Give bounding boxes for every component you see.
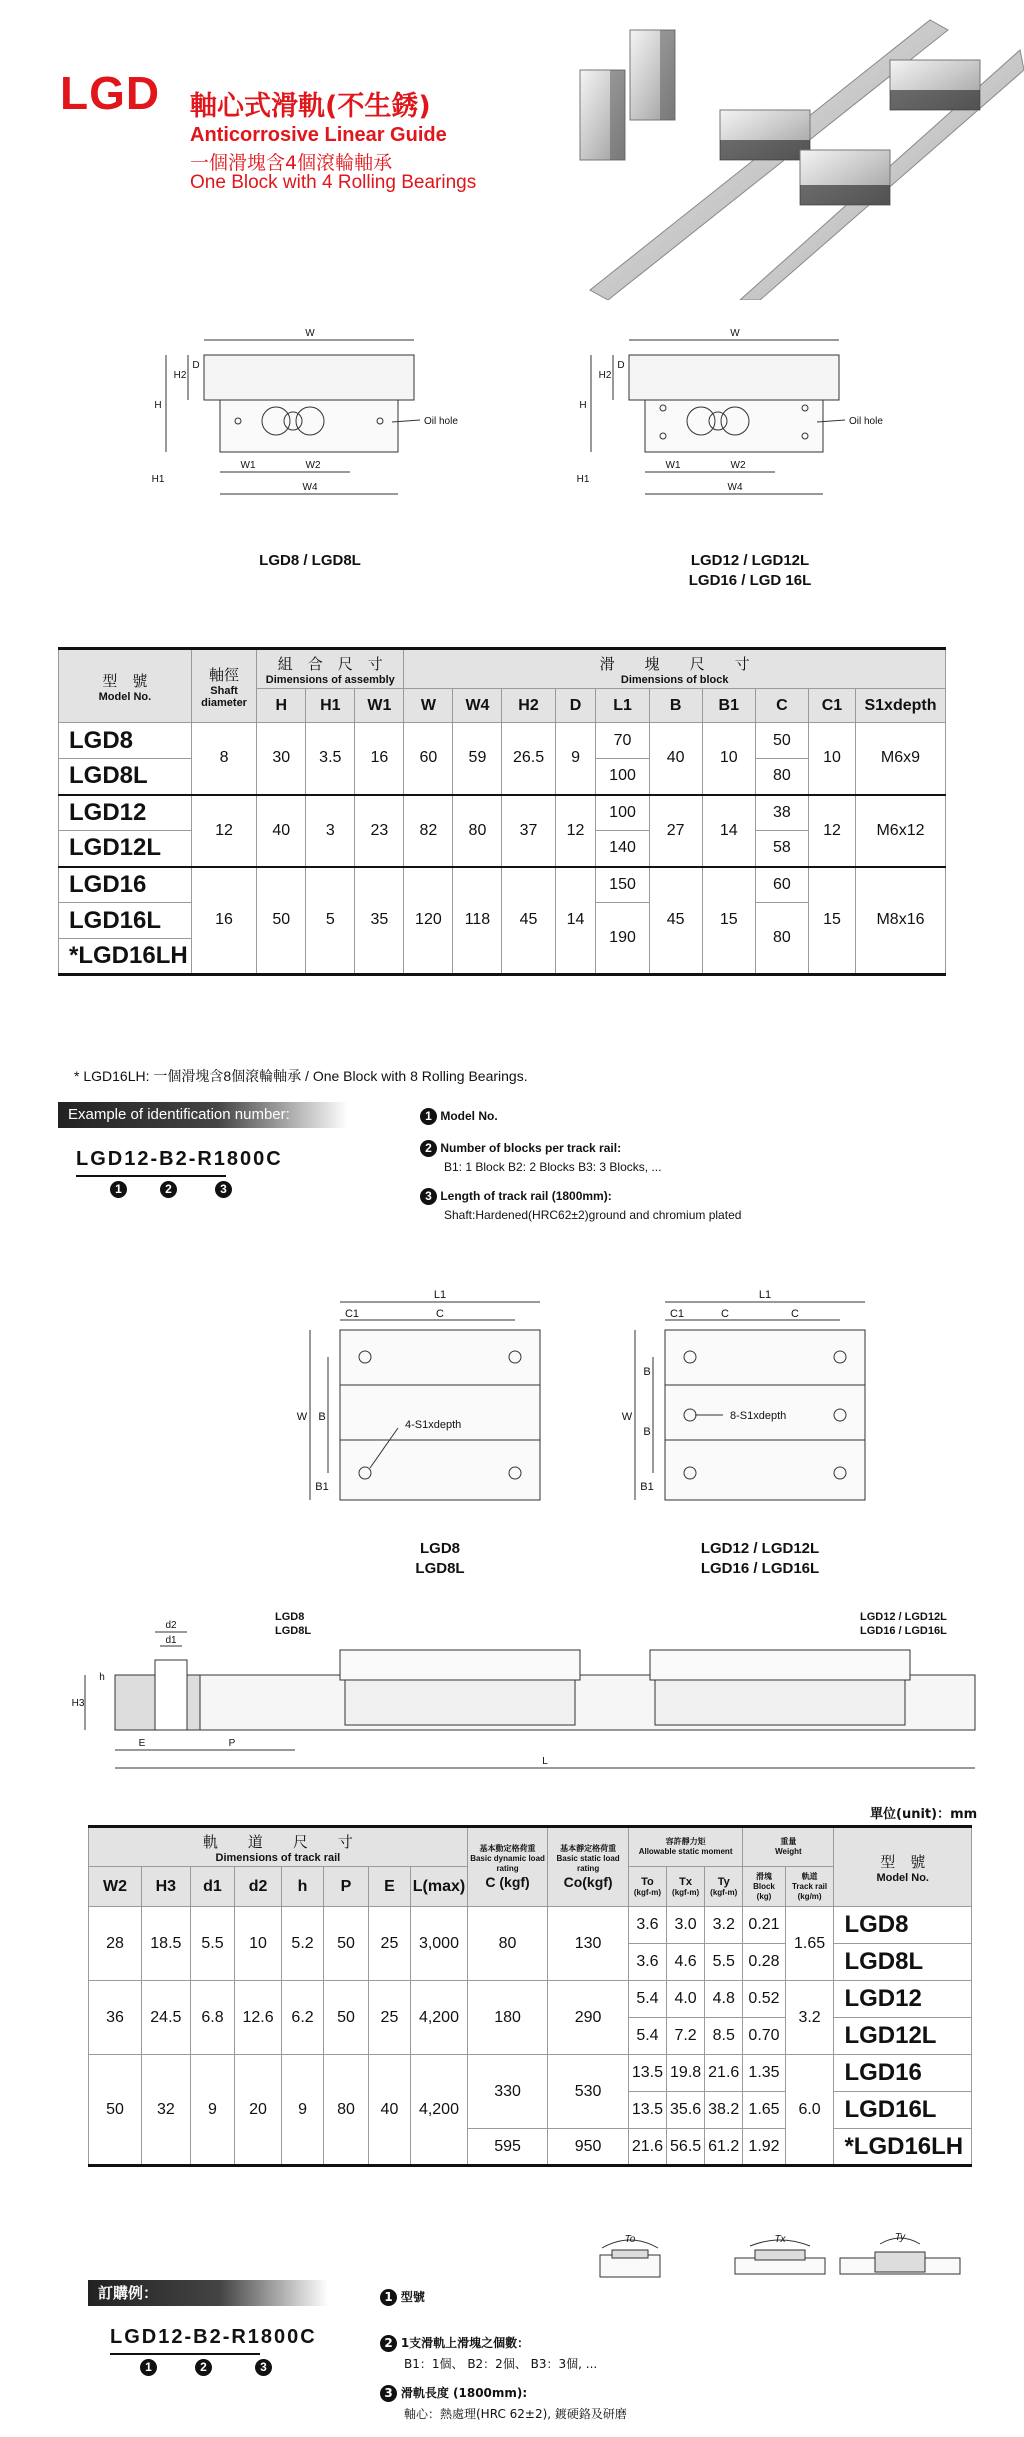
h-rail: 軌 道 尺 寸 Dimensions of track rail — [89, 1827, 468, 1867]
cell2-c: 595 — [467, 2129, 548, 2166]
hole-label-left: 4-S1xdepth — [405, 1419, 462, 1431]
h-dyn: 基本動定格荷重 Basic dynamic load rating C (kgf) — [467, 1827, 548, 1907]
dim2-L1: L1 — [433, 1289, 447, 1301]
model-cell: LGD12L — [59, 831, 192, 867]
cell-c: 80 — [755, 903, 808, 975]
dim2-C1: C1 — [344, 1308, 360, 1320]
dim2-C1-right: C1 — [669, 1308, 685, 1320]
col2-7: L(max) — [411, 1867, 468, 1907]
cell2-co: 950 — [548, 2129, 629, 2166]
cell2-d2: 12.6 — [235, 1981, 282, 2055]
side-left-2: LGD8L — [275, 1625, 312, 1637]
ident-n3-zh: 3 — [255, 2358, 272, 2376]
cell-w4: 118 — [453, 867, 502, 975]
icon-tx-label: Tx — [774, 2234, 786, 2245]
ident-item1-en: 1 Model No. — [420, 1108, 498, 1125]
table-row — [89, 1907, 972, 1944]
h-shaft: 軸徑 Shaft diameter — [191, 649, 256, 723]
dim-D: D — [192, 360, 200, 371]
cell-shaft: 8 — [191, 723, 256, 795]
cell-w1: 35 — [355, 867, 404, 975]
cell-b1: 15 — [702, 867, 755, 975]
cell-w4: 80 — [453, 795, 502, 867]
cell2-h: 5.2 — [281, 1907, 323, 1981]
col-s1xdepth: S1xdepth — [855, 689, 945, 723]
model-cell: LGD8 — [59, 723, 192, 759]
cell2-val: 3.0 — [667, 1907, 705, 1944]
cell2-p: 50 — [324, 1981, 369, 2055]
side-L: L — [542, 1756, 548, 1767]
icon-to-label: To — [624, 2234, 636, 2245]
cell-b: 45 — [649, 867, 702, 975]
cell-w: 82 — [404, 795, 453, 867]
cell-w: 120 — [404, 867, 453, 975]
cell2-p: 50 — [324, 1907, 369, 1981]
col-l1: L1 — [596, 689, 649, 723]
cell-c: 80 — [755, 759, 808, 795]
side-right-2: LGD16 / LGD16L — [860, 1625, 947, 1637]
cell2-val: 0.28 — [743, 1944, 785, 1981]
ident-n1-zh: 1 — [140, 2358, 157, 2376]
cell-h2: 26.5 — [502, 723, 555, 795]
table-row — [59, 795, 946, 831]
cell-b: 27 — [649, 795, 702, 867]
dim-W1-right: W1 — [665, 460, 681, 471]
col-w4: W4 — [453, 689, 502, 723]
dim-H2-right: H2 — [598, 370, 612, 381]
cell2-c: 180 — [467, 1981, 548, 2055]
cell2-val: 61.2 — [705, 2129, 743, 2166]
cell2-val: 4.0 — [667, 1981, 705, 2018]
cell-shaft: 16 — [191, 867, 256, 975]
model-cell: LGD8L — [834, 1944, 972, 1981]
cell2-val: 0.52 — [743, 1981, 785, 2018]
cell2-val: 21.6 — [705, 2055, 743, 2092]
col-w: W — [404, 689, 453, 723]
cell2-val: 7.2 — [667, 2018, 705, 2055]
ident-code-zh: LGD12-B2-R1800C — [110, 2326, 317, 2348]
caption2-right-1: LGD12 / LGD12L — [700, 1540, 820, 1557]
side-d2: d2 — [165, 1620, 177, 1631]
cell2-w2: 36 — [89, 1981, 142, 2055]
cell-c1: 12 — [808, 795, 855, 867]
cell-l1: 150 — [596, 867, 649, 903]
ident-item2-en: 2 Number of blocks per track rail: B1: 1 Block B2: 2 Blocks B3: 3 Blocks, ... — [420, 1140, 661, 1174]
cell2-d1: 9 — [190, 2055, 235, 2166]
h-moment: 容許靜力矩 Allowable static moment — [628, 1827, 742, 1867]
cell2-l: 3,000 — [411, 1907, 468, 1981]
col-c: C — [755, 689, 808, 723]
col2-4: h — [281, 1867, 323, 1907]
cell-l1: 70 — [596, 723, 649, 759]
cell2-h3: 32 — [141, 2055, 190, 2166]
col2-weight-1: 軌道 Track rail (kg/m) — [785, 1867, 834, 1907]
end-view-drawings — [130, 320, 950, 590]
cell2-p: 80 — [324, 2055, 369, 2166]
cell2-val: 4.6 — [667, 1944, 705, 1981]
cell2-val: 5.4 — [628, 1981, 666, 2018]
cell2-val: 5.5 — [705, 1944, 743, 1981]
col2-5: P — [324, 1867, 369, 1907]
subtitle-en: One Block with 4 Rolling Bearings — [190, 172, 477, 193]
model-cell: *LGD16LH — [59, 939, 192, 975]
product-code: LGD — [60, 67, 161, 119]
cell2-val: 1.92 — [743, 2129, 785, 2166]
dim-W2: W2 — [305, 460, 321, 471]
dim-W4: W4 — [302, 482, 318, 493]
ident-code-en: LGD12-B2-R1800C — [76, 1148, 283, 1170]
col2-moment-1: Tx (kgf-m) — [667, 1867, 705, 1907]
h-model2: 型 號 Model No. — [834, 1827, 972, 1907]
model-cell: LGD8L — [59, 759, 192, 795]
table1-footnote: * LGD16LH: 一個滑塊含8個滾輪軸承 / One Block with 8 Rolling Bearings. — [74, 1068, 528, 1084]
side-left-1: LGD8 — [275, 1611, 305, 1623]
model-cell: LGD8 — [834, 1907, 972, 1944]
oil-hole-label: Oil hole — [424, 416, 458, 427]
col-b: B — [649, 689, 702, 723]
cell2-val: 1.65 — [743, 2092, 785, 2129]
cell2-w2: 50 — [89, 2055, 142, 2166]
table-row — [59, 723, 946, 759]
cell2-val: 8.5 — [705, 2018, 743, 2055]
cell2-val: 21.6 — [628, 2129, 666, 2166]
cell-c: 50 — [755, 723, 808, 759]
cell2-val: 3.6 — [628, 1907, 666, 1944]
cell2-val: 13.5 — [628, 2055, 666, 2092]
cell-b1: 14 — [702, 795, 755, 867]
unit-label: 單位(unit)：mm — [870, 1807, 978, 1822]
cell2-rail: 1.65 — [785, 1907, 834, 1981]
table-row — [89, 2055, 972, 2092]
model-cell: LGD12 — [834, 1981, 972, 2018]
model-cell: *LGD16LH — [834, 2129, 972, 2166]
col-w1: W1 — [355, 689, 404, 723]
caption2-left-2: LGD8L — [415, 1560, 465, 1577]
table-row — [89, 1981, 972, 2018]
cell2-val: 38.2 — [705, 2092, 743, 2129]
model-cell: LGD16L — [59, 903, 192, 939]
cell2-val: 5.4 — [628, 2018, 666, 2055]
title-en: Anticorrosive Linear Guide — [190, 124, 447, 146]
block-dimensions-table — [58, 647, 946, 976]
caption-lgd12-line2: LGD16 / LGD 16L — [688, 572, 812, 589]
top-view-drawings — [270, 1280, 880, 1570]
cell-l1: 190 — [596, 903, 649, 975]
ident-n3-en: 3 — [215, 1180, 232, 1198]
cell2-val: 3.2 — [705, 1907, 743, 1944]
caption-lgd12-line1: LGD12 / LGD12L — [690, 552, 810, 569]
col2-6: E — [368, 1867, 410, 1907]
rail-dimensions-table — [88, 1825, 972, 2167]
model-cell: LGD16L — [834, 2092, 972, 2129]
h-block: 滑 塊 尺 寸 Dimensions of block — [404, 649, 946, 689]
cell-s: M6x9 — [855, 723, 945, 795]
col-d: D — [555, 689, 596, 723]
cell2-d2: 20 — [235, 2055, 282, 2166]
hole-label-right: 8-S1xdepth — [730, 1410, 787, 1422]
cell-s: M6x12 — [855, 795, 945, 867]
cell2-val: 4.8 — [705, 1981, 743, 2018]
cell-c: 38 — [755, 795, 808, 831]
cell-c: 60 — [755, 867, 808, 903]
cell-h1: 3.5 — [306, 723, 355, 795]
cell-d: 9 — [555, 723, 596, 795]
caption2-left-1: LGD8 — [419, 1540, 460, 1557]
cell2-l: 4,200 — [411, 2055, 468, 2166]
cell-d: 12 — [555, 795, 596, 867]
cell-h: 40 — [257, 795, 306, 867]
h-assembly: 組 合 尺 寸 Dimensions of assembly — [257, 649, 404, 689]
product-photo — [570, 0, 1024, 300]
cell-b1: 10 — [702, 723, 755, 795]
cell2-d2: 10 — [235, 1907, 282, 1981]
side-H3: H3 — [71, 1698, 85, 1709]
cell-h: 30 — [257, 723, 306, 795]
cell2-val: 56.5 — [667, 2129, 705, 2166]
dim-W-right: W — [730, 328, 740, 339]
cell2-val: 1.35 — [743, 2055, 785, 2092]
col-b1: B1 — [702, 689, 755, 723]
model-cell: LGD12 — [59, 795, 192, 831]
cell-h2: 37 — [502, 795, 555, 867]
side-E: E — [138, 1738, 146, 1749]
cell2-d1: 6.8 — [190, 1981, 235, 2055]
col2-1: H3 — [141, 1867, 190, 1907]
side-P: P — [228, 1738, 236, 1749]
cell-c: 58 — [755, 831, 808, 867]
col2-2: d1 — [190, 1867, 235, 1907]
cell2-h3: 24.5 — [141, 1981, 190, 2055]
side-right-1: LGD12 / LGD12L — [860, 1611, 947, 1623]
model-cell: LGD16 — [834, 2055, 972, 2092]
ident-bar-zh: 訂購例： — [88, 2280, 328, 2306]
model-cell: LGD16 — [59, 867, 192, 903]
dim2-B: B — [318, 1411, 326, 1423]
cell-w1: 23 — [355, 795, 404, 867]
cell-shaft: 12 — [191, 795, 256, 867]
cell2-l: 4,200 — [411, 1981, 468, 2055]
dim-H2: H2 — [173, 370, 187, 381]
cell2-h: 6.2 — [281, 1981, 323, 2055]
cell2-val: 35.6 — [667, 2092, 705, 2129]
cell-b: 40 — [649, 723, 702, 795]
dim-D-right: D — [617, 360, 625, 371]
cell-c1: 10 — [808, 723, 855, 795]
oil-hole-label-right: Oil hole — [849, 416, 883, 427]
cell2-val: 0.21 — [743, 1907, 785, 1944]
ident-item1-zh: 1 型號 — [380, 2288, 425, 2306]
ident-n1-en: 1 — [110, 1180, 127, 1198]
col2-moment-2: Ty (kgf-m) — [705, 1867, 743, 1907]
h-stat: 基本靜定格荷重 Basic static load rating Co(kgf) — [548, 1827, 629, 1907]
subtitle-zh: 一個滑塊含4個滾輪軸承 — [190, 152, 393, 174]
icon-ty-label: Ty — [894, 2232, 906, 2243]
dim-H1: H1 — [151, 474, 165, 485]
ident-item3-en: 3 Length of track rail (1800mm): Shaft:Hardened(HRC62±2)ground and chromium plated — [420, 1188, 741, 1222]
dim2-B1-right: B1 — [640, 1481, 654, 1493]
dim-W1: W1 — [240, 460, 256, 471]
cell2-co: 530 — [548, 2055, 629, 2129]
cell2-e: 40 — [368, 2055, 410, 2166]
moment-icons — [590, 2230, 1000, 2290]
ident-n2-en: 2 — [160, 1180, 177, 1198]
ident-n2-zh: 2 — [195, 2358, 212, 2376]
cell2-h3: 18.5 — [141, 1907, 190, 1981]
dim2-L1-right: L1 — [758, 1289, 772, 1301]
dim2-W: W — [296, 1411, 308, 1423]
cell2-e: 25 — [368, 1907, 410, 1981]
cell-l1: 100 — [596, 795, 649, 831]
cell-h: 50 — [257, 867, 306, 975]
model-cell: LGD12L — [834, 2018, 972, 2055]
col2-moment-0: To (kgf-m) — [628, 1867, 666, 1907]
cell-d: 14 — [555, 867, 596, 975]
h-weight: 重量 Weight — [743, 1827, 834, 1867]
dim2-B-right-b: B — [643, 1426, 651, 1438]
caption2-right-2: LGD16 / LGD16L — [700, 1560, 820, 1577]
col-h: H — [257, 689, 306, 723]
ident-bar-en: Example of identification number: — [58, 1102, 348, 1128]
cell2-c: 80 — [467, 1907, 548, 1981]
cell-h1: 5 — [306, 867, 355, 975]
col-c1: C1 — [808, 689, 855, 723]
dim2-B1: B1 — [315, 1481, 329, 1493]
table-row — [59, 867, 946, 903]
cell-w1: 16 — [355, 723, 404, 795]
title-zh: 軸心式滑軌(不生銹) — [190, 91, 431, 122]
dim2-C-right-a: C — [721, 1308, 729, 1320]
dim-W4-right: W4 — [727, 482, 743, 493]
dim2-W-right: W — [621, 1411, 633, 1423]
caption-lgd8: LGD8 / LGD8L — [259, 552, 361, 569]
cell-h1: 3 — [306, 795, 355, 867]
ident-item2-zh: 2 1支滑軌上滑塊之個數： B1：1個、 B2：2個、 B3：3個, ... — [380, 2334, 597, 2372]
col-h1: H1 — [306, 689, 355, 723]
ident-item3-zh: 3 滑軌長度 (1800mm): 軸心：熱處理(HRC 62±2), 鍍硬鉻及研磨 — [380, 2384, 627, 2422]
cell2-rail: 3.2 — [785, 1981, 834, 2055]
cell2-e: 25 — [368, 1981, 410, 2055]
dim2-B-right-a: B — [643, 1366, 651, 1378]
cell2-d1: 5.5 — [190, 1907, 235, 1981]
cell2-rail: 6.0 — [785, 2055, 834, 2166]
rail-side-view — [60, 1600, 980, 1790]
cell2-h: 9 — [281, 2055, 323, 2166]
dim-W: W — [305, 328, 315, 339]
cell2-val: 19.8 — [667, 2055, 705, 2092]
dim2-C-right-b: C — [791, 1308, 799, 1320]
dim-H: H — [154, 400, 162, 411]
h-model: 型 號 Model No. — [59, 649, 192, 723]
cell2-val: 0.70 — [743, 2018, 785, 2055]
col2-3: d2 — [235, 1867, 282, 1907]
col-h2: H2 — [502, 689, 555, 723]
cell2-w2: 28 — [89, 1907, 142, 1981]
cell-c1: 15 — [808, 867, 855, 975]
dim2-C: C — [436, 1308, 444, 1320]
cell-l1: 100 — [596, 759, 649, 795]
cell-l1: 140 — [596, 831, 649, 867]
col2-weight-0: 滑塊 Block (kg) — [743, 1867, 785, 1907]
dim-W2-right: W2 — [730, 460, 746, 471]
cell2-co: 130 — [548, 1907, 629, 1981]
dim-H1-right: H1 — [576, 474, 590, 485]
cell-w4: 59 — [453, 723, 502, 795]
col2-0: W2 — [89, 1867, 142, 1907]
dim-H-right: H — [579, 400, 587, 411]
cell2-val: 13.5 — [628, 2092, 666, 2129]
cell2-co: 290 — [548, 1981, 629, 2055]
cell-h2: 45 — [502, 867, 555, 975]
side-h: h — [99, 1672, 105, 1683]
cell2-c: 330 — [467, 2055, 548, 2129]
side-d1: d1 — [165, 1635, 177, 1646]
cell-s: M8x16 — [855, 867, 945, 975]
cell2-val: 3.6 — [628, 1944, 666, 1981]
cell-w: 60 — [404, 723, 453, 795]
